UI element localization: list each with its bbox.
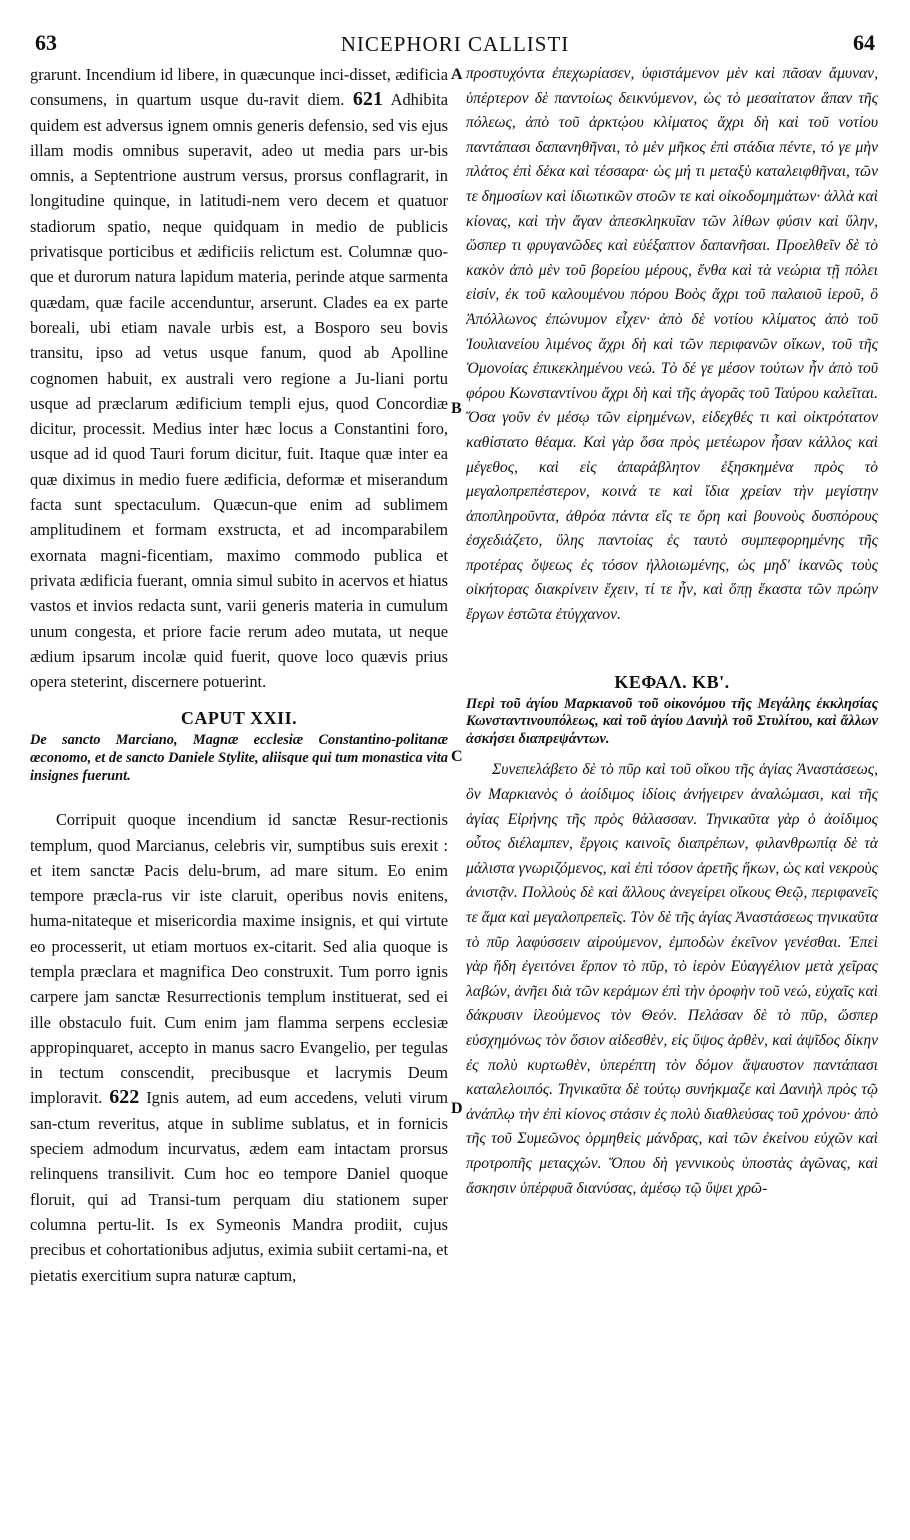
greek-paragraph-2: Συνεπελάβετο δὲ τὸ πῦρ καὶ τοῦ οἴκου τῆς ἁγίας Ἀναστάσεως, ὃν Μαρκιανὸς ὁ ἀοίδιμος ἰδίοις ἀνήγειρεν ἀναλώμασι, καὶ τῆς ἁγίας Εἰρήνης τῆς πρὸς θάλασσαν. Τηνικαῦτα γὰρ ὁ ἀοίδιμος οὗτος διέλαμπεν, ἔργοις καινοῖς διαπρέπων, φιλανθρωπίᾳ δὲ τὰ μάλιστα γνωριζόμενος, καὶ ἐπὶ τόσον ἀρετῆς ἥκων, ὡς καὶ νεκροὺς ἀνιστᾷν. Πολλοὺς δὲ καὶ ἄλλους ἀνεγείρει οἴκους Θεῷ, περιφανεῖς τε ἅμα καὶ μεγαλοπρεπεῖς. Τὸν δὲ τῆς ἁγίας Ἀναστάσεως τηνικαῦτα τὸ πῦρ λαφύσσειν αἱρούμενον, ἐμποδὼν ἐκεῖνον γενέσθαι. Ἐπεὶ γὰρ ἤδη ἐγειτόνει ἕρπον τὸ πῦρ, τὸ ἱερὸν Εὐαγγέλιον μετὰ χεῖρας λαβών, ἀνῆει διὰ τῶν κεράμων ἐπὶ τὴν ὀροφὴν τοῦ νεώ, εὐχαῖς καὶ δάκρυσιν ἱλεούμενος τὸν Θεόν. Πελάσαν δὲ τὸ πῦρ, ὥσπερ εὐσχημόνως τὸν ὅσιον αἰδεσθὲν, εἰς ὕψος ἀρθὲν, καὶ ἀψῖδος δίκην ἐς πολὺ κυρτωθὲν, ὑπερέπτη τὸν δόμον ἄψαυστον παντάπασι καταλελοιπός. Τηνικαῦτα δὲ τούτῳ συνήκμαζε καὶ Δανιὴλ πρὸς τῷ ἀνάπλῳ τὴν ἐπὶ κίονος στάσιν ἐς πολὺ διαθλεύσας τοῦ χρόνου· ἀπὸ τῆς τοῦ Συμεῶνος ὁρμηθεὶς μάνδρας, καὶ τῶν ἐκείνου εὐχῶν καὶ προτροπῆς μεταςχών. Ὅπου δὴ γεννικοὺς ὑποστὰς ἀγῶνας, καὶ ἄσκησιν ὑπέρφυᾶ διανύσας, ἀμέσῳ τῷ ὕψει χρῶ-: [466, 761, 878, 1197]
latin-paragraph-1: [30, 62, 448, 694]
page-number-left: 63: [35, 30, 57, 55]
greek-column: [466, 62, 878, 1520]
latin-column: [30, 62, 448, 1520]
greek-chapter-summary: Περὶ τοῦ ἁγίου Μαρκιανοῦ τοῦ οἰκονόμου τῆς Μεγάλης ἐκκλησίας Κωνσταντινουπόλεως, καὶ τοῦ ἁγίου Δανιὴλ τοῦ Στυλίτου, καὶ ἄλλων ἀσκήσει διαπρεψάντων.: [466, 695, 878, 747]
latin-paragraph-2: [30, 807, 448, 1288]
margin-mark-c: C: [451, 748, 463, 765]
latin-chapter-heading: CAPUT XXII.: [180, 708, 298, 729]
greek-chapter-heading: ΚΕΦΑΛ. ΚΒ'.: [614, 671, 730, 692]
margin-mark-b: B: [451, 400, 462, 417]
latin-text-2b: Ignis autem, ad eum accedens, veluti virum san-ctum reveritus, atque in sublime sublatus, et in fornicis speciem admodum incurvatus, ædem eam intactam prorsus relinquens transilivit. Cum hoc eo tempore Daniel quoque floruit, qui ad Transi-tum perquam diu stationem super columna pertu-lit. Is ex Symeonis Mandra prodiit, cujus precibus et cohortationibus adjutus, eximia subiit certami-na, et pietatis exercitium supra naturæ captum,: [30, 1088, 448, 1285]
column-number-621: 621: [352, 88, 383, 111]
running-title: NICEPHORI CALLISTI: [340, 32, 570, 56]
latin-chapter-summary: De sancto Marciano, Magnæ ecclesiæ Constantino-politanæ œconomo, et de sancto Daniele Stylite, aliisque qui tum monastica vita insignes fuerunt.: [30, 732, 448, 784]
greek-paragraph-1: προστυχόντα ἐπεχωρίασεν, ὑφιστάμενον μὲν καὶ πᾶσαν ἄμυναν, ὑπέρτερον δὲ παντοίως δεικνύμενον, ὡς τὸ μεσαίτατον ἅπαν τῆς πόλεως, ἀπὸ τοῦ ἀρκτῴου κλίματος ἄχρι δὴ καὶ τοῦ νοτίου παντάπασι δαπανηθῆναι, τὸ μὲν μῆκος ἐπὶ στάδια πέντε, τό γε μὴν πλάτος ἐπὶ δέκα καὶ τέσσαρα· ὡς μή τι μεταξὺ καταλειφθῆναι, τῶν τε δημοσίων καὶ ἰδιωτικῶν στοῶν τε καὶ οἰκοδομημάτων· ἀλλὰ καὶ κίονας, καὶ τὴν ἄγαν ἀπεσκληκυῖαν τῶν λίθων φύσιν καὶ ὕλην, ὥσπερ τι φρυγανῶδες καὶ εὐέξαπτον δαπανῆσαι. Προελθεῖν δὲ τὸ κακὸν ἀπὸ μὲν τοῦ βορείου μέρους, ἔνθα καὶ τὰ νεώρια τῇ πόλει εἰσίν, ἐκ τοῦ καλουμένου πόρου Βοὸς ἄχρι τοῦ παλαιοῦ ἱεροῦ, ὃ Ἀπόλλωνος ἐπώνυμον εἶχεν· ἀπὸ δὲ νοτίου κλίματος ἀπὸ τοῦ Ἰουλιανείου λιμένος ἄχρι δὴ καὶ τῶν περιφανῶν οἴκων, τοῦ τῆς Ὁμονοίας ἐπικεκλημένου νεώ. Τὸ δέ γε μέσον τούτων ἦν ἀπὸ τοῦ φόρου Κωνσταντίνου ἄχρι δὴ καὶ τῆς ἀγορᾶς τοῦ Ταύρου καλεῖται. Ὅσα γοῦν ἐν μέσῳ τῶν εἰρημένων, εἰδεχθές τι καὶ οἰκτρότατον καθίστατο θέαμα. Καὶ γὰρ ὅσα πρὸς μετέωρον ἦσαν κάλλος καὶ μέγεθος, καὶ εἰς ἀπαράβλητον ἐξησκημένα πρὸς τὸ μεγαλοπρεπέστερον, κοινά τε καὶ ἴδια χρείαν τὴν μεγίστην ἀποπληροῦντα, ἀθρόα πάντα εἴς τε ὄρη καὶ βουνοὺς δυσπόρους ἐσχεδιάζετο, ὕλης παντοίας ἐς ταυτὸ συμπεφορημένης τῆς προτέρας ὄψεως ἐς τόσον ἠλλοιωμένης, ὡς μηδ' ἱκανῶς τοὺς οἰκήτορας διακρίνειν ἔχειν, τί τε ἦν, καὶ ὅπῃ ἕκαστα τῶν πρώην ἔργων ἑστῶτα ἐτύγχανον.: [466, 65, 878, 624]
latin-text-2a: Corripuit quoque incendium id sanctæ Resur-rectionis templum, quod Marcianus, celebris vir, sumptibus suis erexit : et item sanctæ Pacis delu-brum, ad mare situm. Eo enim tempore præcla-rus vir iste claruit, operibus novis enitens, huma-nitateque et misericordia maxime insignis, et qui virtute eo processerit, ut etiam mortuos ex-citarit. Sed alia quoque is templa præclara et magnifica Deo construxit. Tum porro ignis carpere jam sanctæ Resurrectionis templum instituerat, sed ei ille obstaculo fuit. Cum enim jam flamma serpens ecclesiæ appropinquaret, accepto in manus sacro Evangelio, per tegulas in tectum conscendit, precibusque et lacrymis Deum imploravit.: [30, 810, 448, 1108]
latin-text-1a: grarunt. Incendium id libere, in quæcunque inci-disset, ædificia consumens, in quartum usque du-ravit diem.: [30, 65, 448, 110]
latin-text-1b: Adhibita quidem est adversus ignem omnis generis defensio, sed vis ejus illam modis omnibus superavit, adeo ut media pars ur-bis omnis, a Septentrione austrum versus, prorsus conflagrarit, in longitudine quinque, in latitudi-nem vero decem et quatuor stadiorum spatio, neque quidquam in medio de publicis privatisque porticibus et ædificiis relictum est. Columnæ quo-que et durorum natura lapidum materia, perinde atque sarmenta quædam, quæ facile accenduntur, arserunt. Clades ea ex parte boreali, ubi etiam navale urbis est, a Bosporo seu bovis transitu, ipso ad vetus usque fanum, quod ab Apolline cognomen habuit, ex australi vero regione a Ju-liani portu usque ad præclarum ædificium templi ejus, quod Concordiæ dicitur, processit. Medius inter hæc locus a Constantini foro, usque ad id quod Tauri forum dicitur, fuit. Itaque quæ inter ea quæ diximus in medio fuere ædificia, deformæ et miserandum facta sunt spectaculum. Quæcun-que enim ad sublimem amplitudinem et formam exstructa, et ad incomparabilem exornata magni-ficentiam, maximo commodo publica et privata ædificia fuerant, omnia simul subito in acervos et hiatus vastos et invios redacta sunt, varii generis materia in cumulum unum congesta, et priore facie rerum adeo mutata, ut neque ædium ipsarum incolæ quid fuerit, quove loco quævis prius opera steterint, discernere potuerint.: [30, 90, 448, 692]
page-header: [35, 30, 875, 60]
page-number-right: 64: [853, 30, 875, 55]
column-number-622: 622: [109, 1086, 140, 1109]
margin-mark-d: D: [451, 1100, 463, 1117]
margin-mark-a: A: [451, 66, 463, 83]
